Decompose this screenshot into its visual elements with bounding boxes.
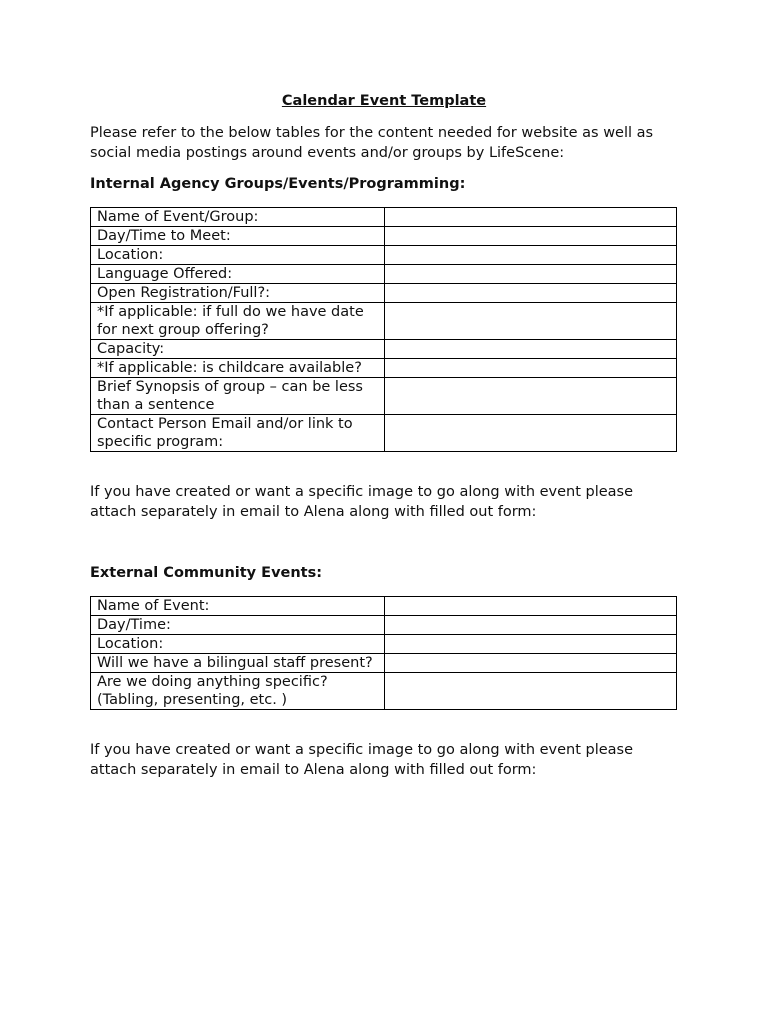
row-value-cell[interactable] [385,284,677,303]
external-table [90,596,677,710]
table-row [91,635,677,654]
row-label: Day/Time to Meet: [91,227,385,246]
table-row [91,597,677,616]
table-row [91,265,677,284]
intro-paragraph: Please refer to the below tables for the content needed for website as well as social media postings around events and/or groups by LifeScene: [90,125,654,161]
row-label: Location: [91,246,385,265]
document-title: Calendar Event Template [281,93,487,109]
row-label: Will we have a bilingual staff present? [91,654,385,673]
table-row [91,246,677,265]
row-value-cell[interactable] [385,227,677,246]
row-label: Name of Event: [91,597,385,616]
table-row [91,284,677,303]
row-value-cell[interactable] [385,654,677,673]
row-value-cell[interactable] [385,378,677,415]
row-value-cell[interactable] [385,616,677,635]
row-label: Open Registration/Full?: [91,284,385,303]
row-label: Language Offered: [91,265,385,284]
row-value-cell[interactable] [385,265,677,284]
internal-table [90,207,677,452]
row-value-cell[interactable] [385,415,677,452]
table-row [91,227,677,246]
internal-image-note: If you have created or want a specific image to go along with event please attach separately in email to Alena along with filled out form: [90,484,634,520]
row-label: Capacity: [91,340,385,359]
table-row [91,378,677,415]
row-value-cell[interactable] [385,208,677,227]
row-label: Day/Time: [91,616,385,635]
table-row [91,616,677,635]
table-row [91,654,677,673]
row-value-cell[interactable] [385,303,677,340]
table-row [91,359,677,378]
row-label: Contact Person Email and/or link to specific program: [91,415,385,452]
row-label: Location: [91,635,385,654]
row-label: *If applicable: if full do we have date for next group offering? [91,303,385,340]
row-label: Brief Synopsis of group – can be less than a sentence [91,378,385,415]
document-page [90,92,678,780]
row-value-cell[interactable] [385,597,677,616]
table-row [91,415,677,452]
table-row [91,208,677,227]
table-row [91,303,677,340]
row-value-cell[interactable] [385,673,677,710]
external-heading: External Community Events: [90,565,323,581]
row-value-cell[interactable] [385,359,677,378]
row-label: Are we doing anything specific? (Tabling, presenting, etc. ) [91,673,385,710]
table-row [91,673,677,710]
row-label: Name of Event/Group: [91,208,385,227]
table-row [91,340,677,359]
external-image-note: If you have created or want a specific image to go along with event please attach separately in email to Alena along with filled out form: [90,742,634,778]
row-value-cell[interactable] [385,340,677,359]
row-label: *If applicable: is childcare available? [91,359,385,378]
row-value-cell[interactable] [385,246,677,265]
internal-heading: Internal Agency Groups/Events/Programming: [90,176,466,192]
row-value-cell[interactable] [385,635,677,654]
